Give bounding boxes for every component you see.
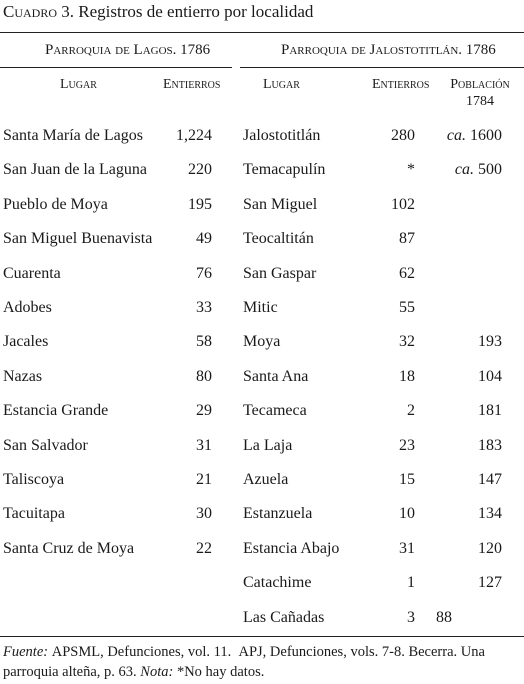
jalostotitlan-burials: 3 — [407, 609, 415, 626]
source-apj: APJ — [238, 644, 263, 660]
group-underline-jalostotitlan — [240, 67, 524, 68]
nota-label: Nota: — [140, 664, 174, 680]
lagos-place: San Miguel Buenavista — [3, 230, 153, 247]
circa-prefix: ca. — [454, 161, 474, 178]
circa-prefix: ca. — [446, 127, 466, 144]
jalostotitlan-burials: 87 — [399, 230, 415, 247]
jalostotitlan-place: Santa Ana — [243, 368, 309, 385]
jalostotitlan-burials: 102 — [391, 196, 415, 213]
population-value: 88 — [436, 609, 452, 626]
bottom-rule — [0, 636, 524, 637]
jalostotitlan-place: Mitic — [243, 299, 278, 316]
jalostotitlan-burials: * — [407, 161, 415, 178]
population-value: 127 — [478, 574, 502, 591]
jalostotitlan-place: Moya — [243, 333, 281, 350]
lagos-place: Taliscoya — [3, 471, 65, 488]
jalostotitlan-place: Catachime — [243, 574, 312, 591]
column-header-poblacion — [444, 76, 516, 110]
lagos-burials: 76 — [196, 265, 212, 282]
group-underline-lagos — [0, 67, 232, 68]
jalostotitlan-burials: 1 — [407, 574, 415, 591]
lagos-burials: 21 — [196, 471, 212, 488]
jalostotitlan-population — [478, 436, 502, 456]
jalostotitlan-burials: 23 — [399, 437, 415, 454]
lagos-burials: 80 — [196, 368, 212, 385]
lagos-place: San Salvador — [3, 437, 88, 454]
source-apj-text: , Defunciones, vols. 7-8. Becerra. Una parroquia alteña, p. 63. — [3, 644, 485, 680]
group-header-jalostotitlan: Parroquia de Jalostotitlán. 1786 — [281, 42, 496, 58]
lagos-place: Nazas — [3, 368, 43, 385]
lagos-burials: 31 — [196, 437, 212, 454]
jalostotitlan-burials: 2 — [407, 402, 415, 419]
jalostotitlan-population — [478, 401, 502, 421]
jalostotitlan-population — [478, 332, 502, 352]
jalostotitlan-population — [436, 608, 452, 628]
population-value: 1600 — [470, 127, 502, 144]
jalostotitlan-place: Jalostotitlán — [243, 127, 321, 144]
lagos-burials: 29 — [196, 402, 212, 419]
jalostotitlan-population — [478, 539, 502, 559]
column-header-entierros-jalostotitlan: Entierros — [372, 77, 430, 92]
lagos-place: Estancia Grande — [3, 402, 109, 419]
jalostotitlan-burials: 280 — [391, 127, 415, 144]
jalostotitlan-burials: 55 — [399, 299, 415, 316]
source-apsml: APSML — [51, 644, 101, 660]
jalostotitlan-burials: 15 — [399, 471, 415, 488]
poblacion-year: 1784 — [466, 94, 494, 109]
footnote — [3, 642, 522, 682]
jalostotitlan-population — [447, 126, 502, 146]
lagos-place: Cuarenta — [3, 265, 61, 282]
jalostotitlan-place: San Gaspar — [243, 265, 317, 282]
fuente-label: Fuente: — [3, 644, 49, 660]
population-value: 500 — [478, 161, 502, 178]
jalostotitlan-place: Teocaltitán — [243, 230, 314, 247]
population-value: 120 — [478, 540, 502, 557]
caption-text: . Registros de entierro por localidad — [69, 2, 314, 21]
jalostotitlan-population — [455, 160, 502, 180]
population-value: 134 — [478, 505, 502, 522]
population-value: 147 — [478, 471, 502, 488]
column-header-lugar-lagos: Lugar — [60, 77, 97, 92]
top-rule — [0, 32, 524, 33]
lagos-place: Pueblo de Moya — [3, 196, 108, 213]
population-value: 193 — [478, 333, 502, 350]
population-value: 181 — [478, 402, 502, 419]
lagos-burials: 195 — [188, 196, 212, 213]
lagos-place: Santa Cruz de Moya — [3, 540, 135, 557]
jalostotitlan-population — [478, 470, 502, 490]
jalostotitlan-burials: 18 — [399, 368, 415, 385]
lagos-burials: 22 — [196, 540, 212, 557]
lagos-place: Jacales — [3, 333, 49, 350]
jalostotitlan-place: La Laja — [243, 437, 293, 454]
lagos-burials: 1,224 — [176, 127, 212, 144]
column-header-entierros-lagos: Entierros — [163, 77, 221, 92]
table-caption — [3, 2, 313, 22]
jalostotitlan-burials: 32 — [399, 333, 415, 350]
lagos-burials: 220 — [188, 161, 212, 178]
jalostotitlan-population — [478, 367, 502, 387]
lagos-burials: 33 — [196, 299, 212, 316]
poblacion-label: Población — [450, 77, 510, 92]
caption-prefix: Cuadro 3 — [3, 2, 70, 21]
source-apsml-text: , Defunciones, vol. 11. — [100, 644, 232, 660]
lagos-burials: 49 — [196, 230, 212, 247]
lagos-burials: 30 — [196, 505, 212, 522]
jalostotitlan-place: Azuela — [243, 471, 289, 488]
group-header-lagos: Parroquia de Lagos. 1786 — [45, 42, 211, 58]
lagos-burials: 58 — [196, 333, 212, 350]
population-value: 183 — [478, 437, 502, 454]
lagos-place: San Juan de la Laguna — [3, 161, 147, 178]
lagos-place: Adobes — [3, 299, 52, 316]
jalostotitlan-burials: 31 — [399, 540, 415, 557]
jalostotitlan-place: Las Cañadas — [243, 609, 325, 626]
jalostotitlan-population — [478, 504, 502, 524]
jalostotitlan-place: San Miguel — [243, 196, 318, 213]
column-header-lugar-jalostotitlan: Lugar — [263, 77, 300, 92]
jalostotitlan-burials: 62 — [399, 265, 415, 282]
lagos-place: Santa María de Lagos — [3, 127, 143, 144]
jalostotitlan-place: Tecameca — [243, 402, 307, 419]
population-value: 104 — [478, 368, 502, 385]
jalostotitlan-place: Temacapulín — [243, 161, 326, 178]
jalostotitlan-population — [478, 573, 502, 593]
nota-text: *No hay datos. — [176, 664, 265, 680]
jalostotitlan-place: Estanzuela — [243, 505, 313, 522]
jalostotitlan-burials: 10 — [399, 505, 415, 522]
jalostotitlan-place: Estancia Abajo — [243, 540, 340, 557]
lagos-place: Tacuitapa — [3, 505, 65, 522]
